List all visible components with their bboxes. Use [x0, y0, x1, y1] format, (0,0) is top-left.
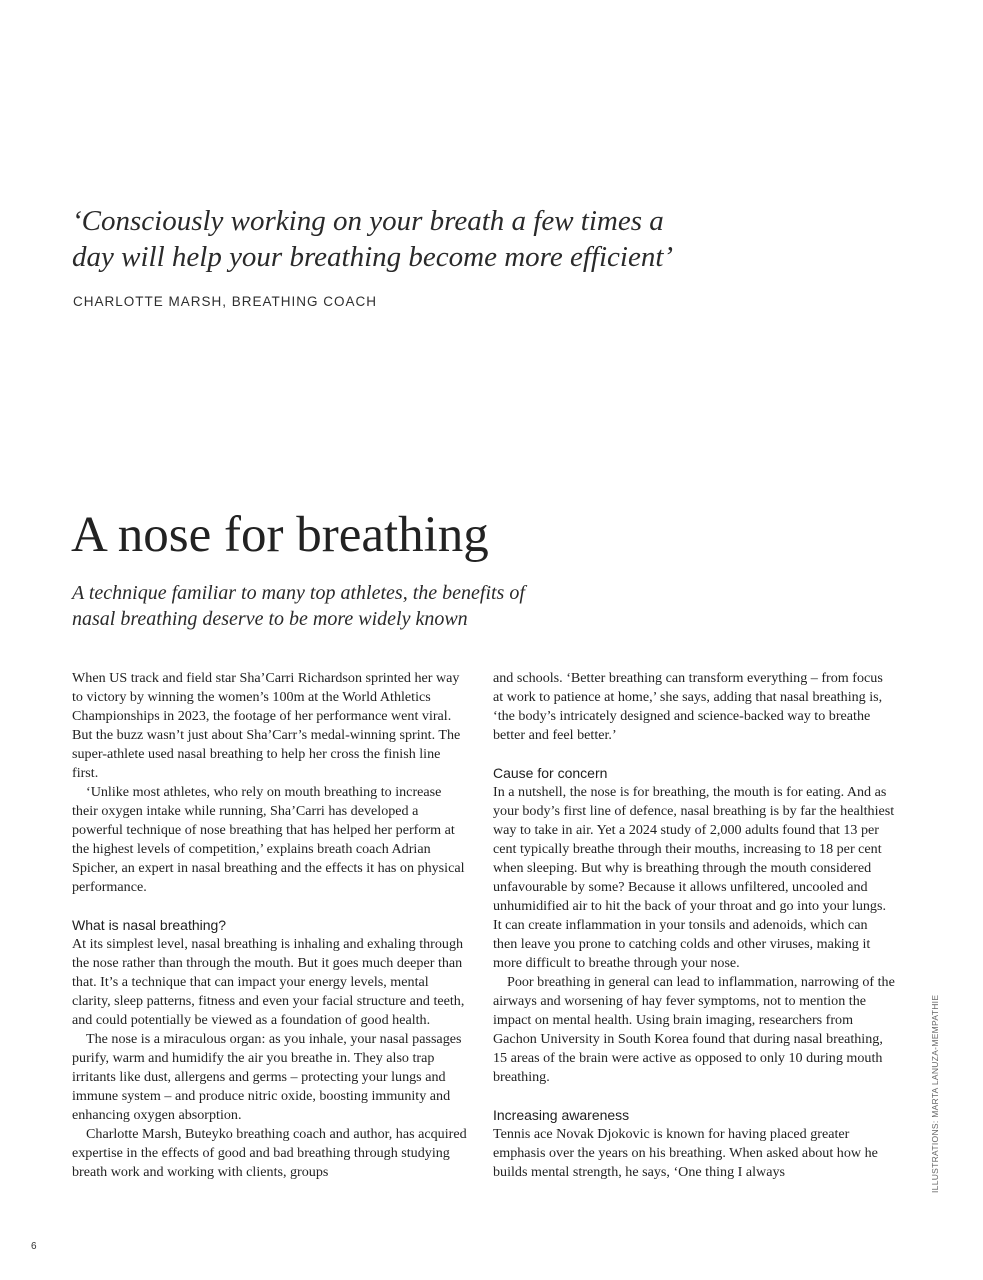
- quote-attribution: CHARLOTTE MARSH, BREATHING COACH: [73, 294, 378, 309]
- article-column-right: [493, 669, 895, 1182]
- body-paragraph: The nose is a miraculous organ: as you inhale, your nasal passages purify, warm and humidify the air you breathe in. They also trap irritants like dust, allergens and germs – protecting your lungs and immune system – and produce nitric oxide, boosting immunity and enhancing oxygen absorption.: [72, 1031, 462, 1123]
- page-number: 6: [31, 1241, 37, 1252]
- body-paragraph: Charlotte Marsh, Buteyko breathing coach and author, has acquired expertise in the effects of good and bad breathing through studying breath work and working with clients, groups: [72, 1126, 467, 1180]
- article-column-left: [72, 669, 470, 1182]
- body-paragraph: Poor breathing in general can lead to inflammation, narrowing of the airways and worsening of hay fever symptoms, not to mention the impact on mental health. Using brain imaging, researchers from Gachon University in South Korea found that during nasal breathing, 15 areas of the brain were active as opposed to only 10 during mouth breathing.: [493, 974, 895, 1085]
- illustration-credit: ILLUSTRATIONS: MARTA LANUZA-MEMPATHIE: [930, 994, 940, 1193]
- article-standfirst: A technique familiar to many top athletes, the benefits of nasal breathing deserve to be more widely known: [72, 582, 525, 630]
- body-paragraph: Tennis ace Novak Djokovic is known for having placed greater emphasis over the years on his breathing. When asked about how he builds mental strength, he says, ‘One thing I always: [493, 1126, 878, 1180]
- body-paragraph: and schools. ‘Better breathing can transform everything – from focus at work to patience at home,’ she says, adding that nasal breathing is, ‘the body’s intricately designed and science-backed way to breathe better and feel better.’: [493, 670, 883, 743]
- body-paragraph: In a nutshell, the nose is for breathing, the mouth is for eating. And as your body’s first line of defence, nasal breathing is by far the healthiest way to take in air. Yet a 2024 study of 2,000 adults found that 13 per cent typically breathe through their mouths, increasing to 18 per cent when sleeping. But why is breathing through the mouth considered unfavourable by some? Because it allows unfiltered, uncooled and unhumidified air to hit the back of your throat and go into your lungs. It can create inflammation in your tonsils and adenoids, which can then leave you prone to catching colds and other viruses, making it more difficult to breathe through your nose.: [493, 784, 895, 971]
- body-paragraph: At its simplest level, nasal breathing is inhaling and exhaling through the nose rather than through the mouth. But it goes much deeper than that. It’s a technique that can impact your energy levels, mental clarity, sleep patterns, fitness and even your facial structure and teeth, and could potentially be viewed as a foundation of good health.: [72, 936, 465, 1028]
- article-headline: A nose for breathing: [71, 507, 489, 563]
- body-paragraph: When US track and field star Sha’Carri Richardson sprinted her way to victory by winning the women’s 100m at the World Athletics Championships in 2023, the footage of her performance went viral. But the buzz wasn’t just about Sha’Carr’s medal-winning sprint. The super-athlete used nasal breathing to help her cross the finish line first.: [72, 670, 461, 781]
- pull-quote: ‘Consciously working on your breath a few times a day will help your breathing become more efficient’: [72, 205, 674, 273]
- section-heading-cause-for-concern: Cause for concern: [493, 765, 608, 781]
- body-paragraph: ‘Unlike most athletes, who rely on mouth breathing to increase their oxygen intake while running, Sha’Carri has developed a powerful technique of nose breathing that has helped her perform at the highest levels of competition,’ explains breath coach Adrian Spicher, an expert in nasal breathing and the effects it has on physical performance.: [72, 784, 465, 895]
- section-heading-what-is-nasal-breathing: What is nasal breathing?: [72, 917, 227, 933]
- section-heading-increasing-awareness: Increasing awareness: [493, 1107, 630, 1123]
